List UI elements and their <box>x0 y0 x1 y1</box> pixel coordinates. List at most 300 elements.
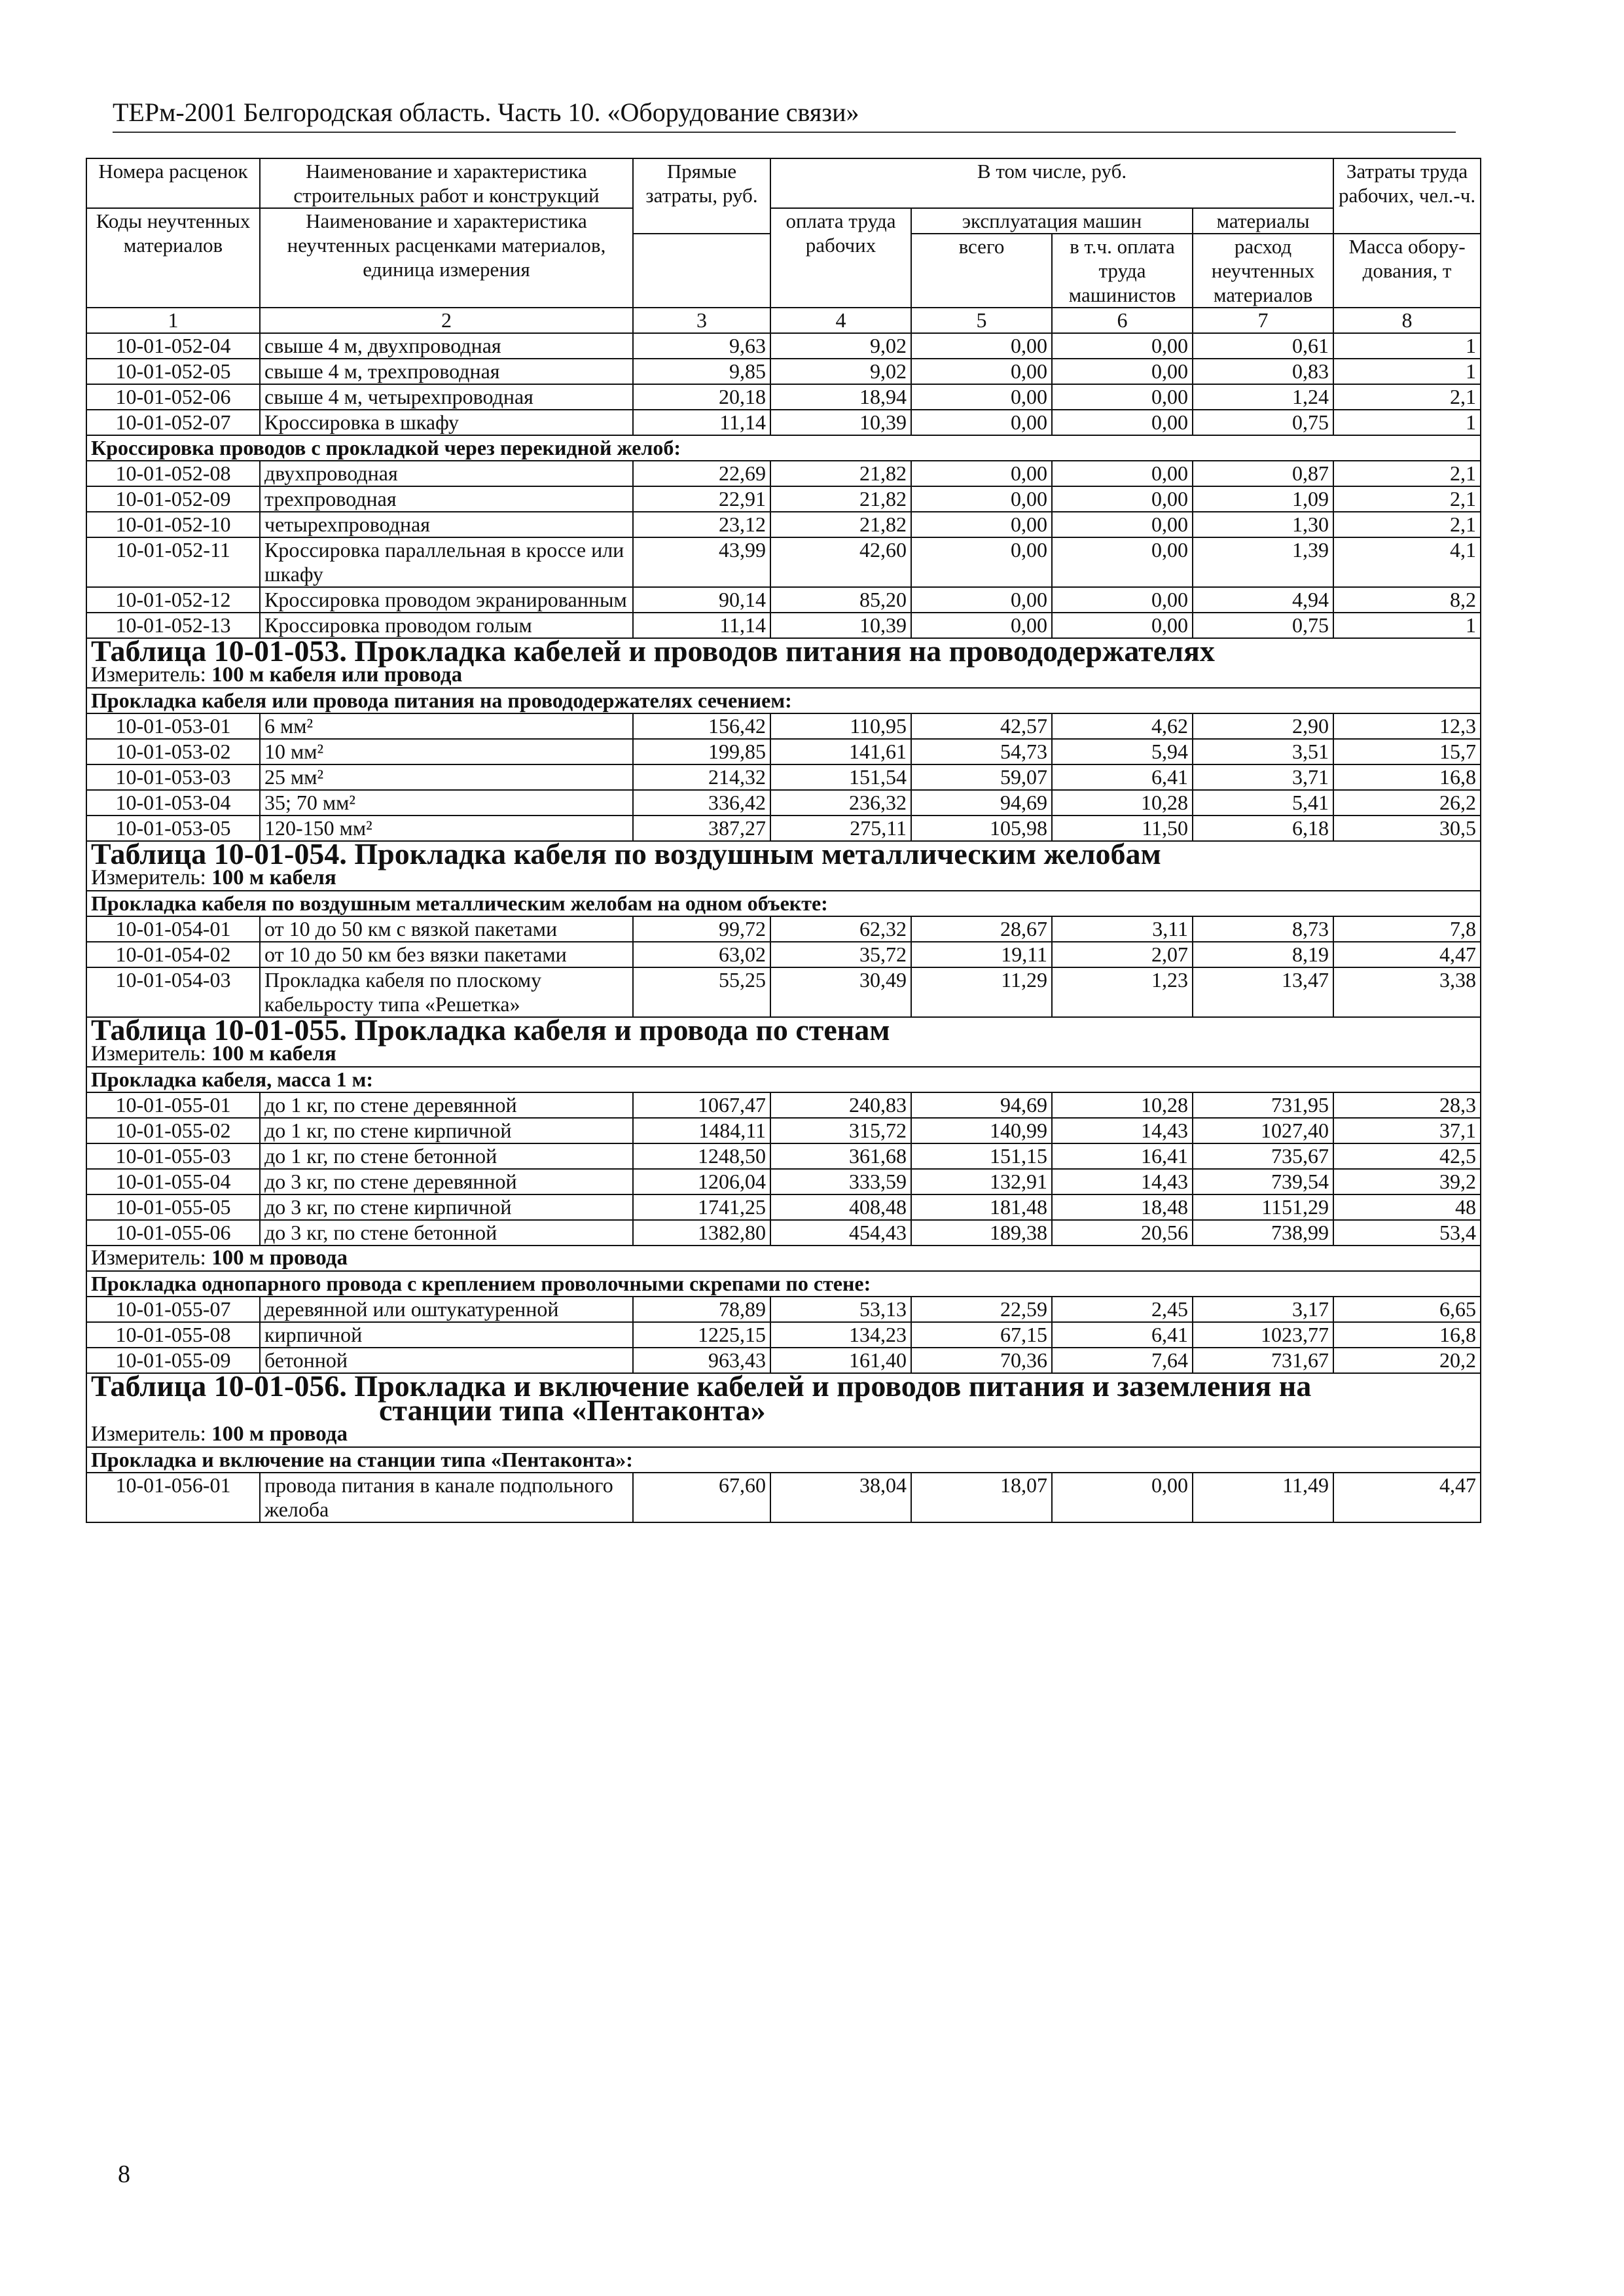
table-row <box>86 967 1481 1017</box>
direct-cost: 336,42 <box>633 790 770 816</box>
direct-cost: 1248,50 <box>633 1143 770 1169</box>
machine-cost: 94,69 <box>911 1092 1052 1118</box>
rate-code: 10-01-054-03 <box>86 967 260 1017</box>
table-row <box>86 1297 1481 1322</box>
rate-code: 10-01-055-07 <box>86 1297 260 1322</box>
rate-name: трехпроводная <box>260 486 633 512</box>
section-title-row <box>86 1017 1481 1042</box>
machinist-cost: 0,00 <box>1052 410 1193 435</box>
rate-name: до 1 кг, по стене кирпичной <box>260 1118 633 1143</box>
group-subheader: Прокладка кабеля, масса 1 м: <box>86 1067 1481 1092</box>
rate-name: от 10 до 50 км без вязки пакетами <box>260 942 633 967</box>
rate-code: 10-01-056-01 <box>86 1473 260 1522</box>
header-col3-spacer <box>633 234 770 308</box>
rate-name: до 3 кг, по стене кирпичной <box>260 1194 633 1220</box>
rate-code: 10-01-052-10 <box>86 512 260 537</box>
labor-cost: 35,72 <box>770 942 911 967</box>
machine-cost: 42,57 <box>911 713 1052 739</box>
material-cost: 6,18 <box>1193 816 1333 841</box>
direct-cost: 963,43 <box>633 1348 770 1373</box>
machinist-cost: 4,62 <box>1052 713 1193 739</box>
table-row <box>86 384 1481 410</box>
machine-cost: 67,15 <box>911 1322 1052 1348</box>
rate-name: 120-150 мм² <box>260 816 633 841</box>
machine-cost: 0,00 <box>911 384 1052 410</box>
rate-name: двухпроводная <box>260 461 633 486</box>
rate-code: 10-01-052-11 <box>86 537 260 587</box>
direct-cost: 78,89 <box>633 1297 770 1322</box>
material-cost: 1,30 <box>1193 512 1333 537</box>
rate-name: до 1 кг, по стене деревянной <box>260 1092 633 1118</box>
table-row <box>86 512 1481 537</box>
rate-name: 10 мм² <box>260 739 633 764</box>
meter-value: 100 м кабеля <box>211 866 336 889</box>
material-cost: 8,73 <box>1193 916 1333 942</box>
rate-name: деревянной или оштукатуренной <box>260 1297 633 1322</box>
machinist-cost: 0,00 <box>1052 486 1193 512</box>
subheader-row <box>86 435 1481 461</box>
section-title-row <box>86 841 1481 866</box>
rate-code: 10-01-054-02 <box>86 942 260 967</box>
rate-name: 6 мм² <box>260 713 633 739</box>
machinist-cost: 0,00 <box>1052 537 1193 587</box>
machine-cost: 94,69 <box>911 790 1052 816</box>
direct-cost: 387,27 <box>633 816 770 841</box>
meter <box>86 1422 1481 1447</box>
machine-cost: 18,07 <box>911 1473 1052 1522</box>
labor-hours: 1 <box>1333 613 1481 638</box>
machinist-cost: 10,28 <box>1052 1092 1193 1118</box>
table-row <box>86 410 1481 435</box>
header-col8-bottom: Масса обору-дования, т <box>1333 234 1481 308</box>
machine-cost: 0,00 <box>911 461 1052 486</box>
labor-cost: 408,48 <box>770 1194 911 1220</box>
rate-code: 10-01-055-04 <box>86 1169 260 1194</box>
material-cost: 3,51 <box>1193 739 1333 764</box>
direct-cost: 156,42 <box>633 713 770 739</box>
material-cost: 0,83 <box>1193 359 1333 384</box>
labor-hours: 53,4 <box>1333 1220 1481 1246</box>
machine-cost: 22,59 <box>911 1297 1052 1322</box>
labor-cost: 9,02 <box>770 359 911 384</box>
direct-cost: 1225,15 <box>633 1322 770 1348</box>
material-cost: 8,19 <box>1193 942 1333 967</box>
header-col6: в т.ч. оплата труда машинистов <box>1052 234 1193 308</box>
machine-cost: 105,98 <box>911 816 1052 841</box>
labor-cost: 110,95 <box>770 713 911 739</box>
material-cost: 0,61 <box>1193 333 1333 359</box>
labor-cost: 38,04 <box>770 1473 911 1522</box>
machinist-cost: 0,00 <box>1052 333 1193 359</box>
machinist-cost: 7,64 <box>1052 1348 1193 1373</box>
machinist-cost: 2,07 <box>1052 942 1193 967</box>
material-cost: 731,95 <box>1193 1092 1333 1118</box>
header-col3: Прямые затраты, руб. <box>633 158 770 234</box>
labor-hours: 2,1 <box>1333 461 1481 486</box>
machinist-cost: 14,43 <box>1052 1169 1193 1194</box>
material-cost: 0,75 <box>1193 613 1333 638</box>
machine-cost: 0,00 <box>911 587 1052 613</box>
direct-cost: 1382,80 <box>633 1220 770 1246</box>
table-row <box>86 1118 1481 1143</box>
labor-cost: 30,49 <box>770 967 911 1017</box>
rate-name: от 10 до 50 км с вязкой пакетами <box>260 916 633 942</box>
rate-name: до 3 кг, по стене деревянной <box>260 1169 633 1194</box>
direct-cost: 1206,04 <box>633 1169 770 1194</box>
direct-cost: 43,99 <box>633 537 770 587</box>
direct-cost: 1067,47 <box>633 1092 770 1118</box>
labor-hours: 26,2 <box>1333 790 1481 816</box>
meter-label: Измеритель: <box>91 1042 206 1066</box>
machinist-cost: 0,00 <box>1052 384 1193 410</box>
labor-hours: 1 <box>1333 410 1481 435</box>
rate-code: 10-01-053-01 <box>86 713 260 739</box>
section-title-row <box>86 1373 1481 1422</box>
section-title-text-cont: станции типа «Пентаконта» <box>379 1393 766 1427</box>
labor-cost: 53,13 <box>770 1297 911 1322</box>
table-row <box>86 359 1481 384</box>
table-row <box>86 713 1481 739</box>
meter-value: 100 м провода <box>211 1422 348 1446</box>
header-col4: оплата труда рабочих <box>770 208 911 308</box>
group-subheader: Кроссировка проводов с прокладкой через перекидной желоб: <box>86 435 1481 461</box>
labor-cost: 134,23 <box>770 1322 911 1348</box>
table-row <box>86 1169 1481 1194</box>
rate-name: 25 мм² <box>260 764 633 790</box>
rate-code: 10-01-053-05 <box>86 816 260 841</box>
meter-value: 100 м кабеля или провода <box>211 663 463 687</box>
material-cost: 1,09 <box>1193 486 1333 512</box>
labor-cost: 240,83 <box>770 1092 911 1118</box>
machine-cost: 0,00 <box>911 359 1052 384</box>
machine-cost: 0,00 <box>911 537 1052 587</box>
labor-cost: 21,82 <box>770 512 911 537</box>
rate-name: свыше 4 м, двухпроводная <box>260 333 633 359</box>
rate-code: 10-01-052-13 <box>86 613 260 638</box>
labor-hours: 15,7 <box>1333 739 1481 764</box>
rate-name: до 3 кг, по стене бетонной <box>260 1220 633 1246</box>
section-title <box>86 837 1481 870</box>
direct-cost: 9,63 <box>633 333 770 359</box>
group-subheader: Прокладка и включение на станции типа «Пентаконта»: <box>86 1447 1481 1473</box>
header-col7: расход неучтенных материалов <box>1193 234 1333 308</box>
table-row <box>86 1322 1481 1348</box>
machinist-cost: 6,41 <box>1052 764 1193 790</box>
table-row <box>86 1194 1481 1220</box>
labor-hours: 6,65 <box>1333 1297 1481 1322</box>
labor-hours: 7,8 <box>1333 916 1481 942</box>
section-title-text: Таблица 10-01-055. Прокладка кабеля и провода по стенам <box>91 1013 890 1047</box>
header-col2-bottom: Наименование и характеристика неучтенных расценками материалов, единица измерения <box>260 208 633 308</box>
section-title-text: Таблица 10-01-054. Прокладка кабеля по воздушным металлическим желобам <box>91 837 1161 870</box>
table-row <box>86 587 1481 613</box>
meter-label: Измеритель: <box>91 663 206 687</box>
col-number: 8 <box>1333 308 1481 333</box>
meter-row <box>86 1246 1481 1271</box>
machine-cost: 70,36 <box>911 1348 1052 1373</box>
rate-code: 10-01-055-08 <box>86 1322 260 1348</box>
machinist-cost: 1,23 <box>1052 967 1193 1017</box>
meter-label: Измеритель: <box>91 1246 206 1270</box>
machinist-cost: 0,00 <box>1052 1473 1193 1522</box>
labor-cost: 141,61 <box>770 739 911 764</box>
group-subheader: Прокладка кабеля по воздушным металлическим желобам на одном объекте: <box>86 891 1481 916</box>
labor-hours: 12,3 <box>1333 713 1481 739</box>
col-number: 5 <box>911 308 1052 333</box>
rate-name: бетонной <box>260 1348 633 1373</box>
rate-code: 10-01-055-05 <box>86 1194 260 1220</box>
machine-cost: 132,91 <box>911 1169 1052 1194</box>
machine-cost: 54,73 <box>911 739 1052 764</box>
rate-code: 10-01-055-01 <box>86 1092 260 1118</box>
material-cost: 0,87 <box>1193 461 1333 486</box>
meter-value: 100 м кабеля <box>211 1042 336 1066</box>
rate-code: 10-01-052-12 <box>86 587 260 613</box>
material-cost: 13,47 <box>1193 967 1333 1017</box>
header-col5: всего <box>911 234 1052 308</box>
table-row <box>86 1143 1481 1169</box>
labor-hours: 30,5 <box>1333 816 1481 841</box>
meter-value: 100 м провода <box>211 1246 348 1270</box>
col-number: 7 <box>1193 308 1333 333</box>
material-cost: 739,54 <box>1193 1169 1333 1194</box>
rate-code: 10-01-053-04 <box>86 790 260 816</box>
table-row <box>86 739 1481 764</box>
labor-hours: 16,8 <box>1333 764 1481 790</box>
direct-cost: 11,14 <box>633 613 770 638</box>
rate-code: 10-01-052-09 <box>86 486 260 512</box>
labor-hours: 1 <box>1333 333 1481 359</box>
subheader-row <box>86 1447 1481 1473</box>
direct-cost: 23,12 <box>633 512 770 537</box>
rate-code: 10-01-054-01 <box>86 916 260 942</box>
rate-code: 10-01-055-09 <box>86 1348 260 1373</box>
table-row <box>86 942 1481 967</box>
machinist-cost: 20,56 <box>1052 1220 1193 1246</box>
labor-hours: 37,1 <box>1333 1118 1481 1143</box>
table-row <box>86 764 1481 790</box>
material-cost: 0,75 <box>1193 410 1333 435</box>
labor-cost: 9,02 <box>770 333 911 359</box>
section-title-row <box>86 638 1481 663</box>
header-group-materials: материалы <box>1193 208 1333 234</box>
col-number: 2 <box>260 308 633 333</box>
machine-cost: 0,00 <box>911 486 1052 512</box>
labor-hours: 1 <box>1333 359 1481 384</box>
header-col8-top: Затраты труда рабочих, чел.-ч. <box>1333 158 1481 234</box>
direct-cost: 63,02 <box>633 942 770 967</box>
machine-cost: 189,38 <box>911 1220 1052 1246</box>
table-row <box>86 486 1481 512</box>
machine-cost: 28,67 <box>911 916 1052 942</box>
labor-hours: 3,38 <box>1333 967 1481 1017</box>
machinist-cost: 0,00 <box>1052 359 1193 384</box>
machine-cost: 11,29 <box>911 967 1052 1017</box>
rate-code: 10-01-052-07 <box>86 410 260 435</box>
table-row <box>86 461 1481 486</box>
material-cost: 731,67 <box>1193 1348 1333 1373</box>
direct-cost: 99,72 <box>633 916 770 942</box>
machinist-cost: 3,11 <box>1052 916 1193 942</box>
direct-cost: 214,32 <box>633 764 770 790</box>
section-title <box>86 634 1481 668</box>
rate-name: Кроссировка проводом голым <box>260 613 633 638</box>
labor-cost: 42,60 <box>770 537 911 587</box>
machine-cost: 0,00 <box>911 512 1052 537</box>
direct-cost: 9,85 <box>633 359 770 384</box>
labor-hours: 2,1 <box>1333 384 1481 410</box>
direct-cost: 22,91 <box>633 486 770 512</box>
page-header: ТЕРм-2001 Белгородская область. Часть 10. «Оборудование связи» <box>113 97 1456 133</box>
meter-row <box>86 1422 1481 1447</box>
labor-cost: 21,82 <box>770 461 911 486</box>
rates-table <box>86 158 1481 1523</box>
material-cost: 11,49 <box>1193 1473 1333 1522</box>
labor-cost: 62,32 <box>770 916 911 942</box>
rate-code: 10-01-053-03 <box>86 764 260 790</box>
direct-cost: 1484,11 <box>633 1118 770 1143</box>
rate-code: 10-01-053-02 <box>86 739 260 764</box>
labor-hours: 4,47 <box>1333 942 1481 967</box>
direct-cost: 90,14 <box>633 587 770 613</box>
material-cost: 1023,77 <box>1193 1322 1333 1348</box>
header-col1-top: Номера расценок <box>86 158 260 208</box>
machinist-cost: 18,48 <box>1052 1194 1193 1220</box>
table-row <box>86 333 1481 359</box>
meter <box>86 1246 1481 1271</box>
page-number: 8 <box>118 2161 130 2188</box>
header-row-1 <box>86 158 1481 208</box>
labor-hours: 20,2 <box>1333 1348 1481 1373</box>
col-number: 1 <box>86 308 260 333</box>
labor-hours: 16,8 <box>1333 1322 1481 1348</box>
material-cost: 1,39 <box>1193 537 1333 587</box>
machinist-cost: 14,43 <box>1052 1118 1193 1143</box>
rate-code: 10-01-052-08 <box>86 461 260 486</box>
material-cost: 3,71 <box>1193 764 1333 790</box>
header-col1-bottom: Коды неучтенных материалов <box>86 208 260 308</box>
machinist-cost: 0,00 <box>1052 512 1193 537</box>
machinist-cost: 10,28 <box>1052 790 1193 816</box>
labor-cost: 236,32 <box>770 790 911 816</box>
meter-label: Измеритель: <box>91 1422 206 1446</box>
labor-cost: 361,68 <box>770 1143 911 1169</box>
rate-name: кирпичной <box>260 1322 633 1348</box>
direct-cost: 199,85 <box>633 739 770 764</box>
machinist-cost: 16,41 <box>1052 1143 1193 1169</box>
section-title-text: Таблица 10-01-056. Прокладка и включение кабелей и проводов питания и заземления на <box>91 1369 1312 1403</box>
rate-code: 10-01-055-06 <box>86 1220 260 1246</box>
rate-name: Кроссировка в шкафу <box>260 410 633 435</box>
group-subheader: Прокладка однопарного провода с креплением проволочными скрепами по стене: <box>86 1271 1481 1297</box>
table-row <box>86 1092 1481 1118</box>
labor-cost: 85,20 <box>770 587 911 613</box>
rate-name: четырехпроводная <box>260 512 633 537</box>
labor-hours: 42,5 <box>1333 1143 1481 1169</box>
direct-cost: 22,69 <box>633 461 770 486</box>
machine-cost: 0,00 <box>911 410 1052 435</box>
header-group-incl: В том числе, руб. <box>770 158 1333 208</box>
machinist-cost: 5,94 <box>1052 739 1193 764</box>
machine-cost: 19,11 <box>911 942 1052 967</box>
rate-code: 10-01-052-05 <box>86 359 260 384</box>
table-row <box>86 916 1481 942</box>
labor-hours: 48 <box>1333 1194 1481 1220</box>
material-cost: 5,41 <box>1193 790 1333 816</box>
table-row <box>86 1473 1481 1522</box>
labor-cost: 275,11 <box>770 816 911 841</box>
direct-cost: 67,60 <box>633 1473 770 1522</box>
labor-cost: 454,43 <box>770 1220 911 1246</box>
subheader-row <box>86 688 1481 713</box>
rate-name: Кроссировка проводом экранированным <box>260 587 633 613</box>
col-number: 4 <box>770 308 911 333</box>
rate-name: до 1 кг, по стене бетонной <box>260 1143 633 1169</box>
labor-hours: 2,1 <box>1333 512 1481 537</box>
table-row <box>86 790 1481 816</box>
labor-cost: 18,94 <box>770 384 911 410</box>
rate-code: 10-01-052-04 <box>86 333 260 359</box>
direct-cost: 1741,25 <box>633 1194 770 1220</box>
rate-name: Прокладка кабеля по плоскому кабельросту типа «Решетка» <box>260 967 633 1017</box>
labor-hours: 39,2 <box>1333 1169 1481 1194</box>
group-subheader: Прокладка кабеля или провода питания на провододержателях сечением: <box>86 688 1481 713</box>
rate-name: свыше 4 м, четырехпроводная <box>260 384 633 410</box>
rate-name: провода питания в канале подпольного желоба <box>260 1473 633 1522</box>
labor-hours: 8,2 <box>1333 587 1481 613</box>
material-cost: 738,99 <box>1193 1220 1333 1246</box>
subheader-row <box>86 891 1481 916</box>
machine-cost: 181,48 <box>911 1194 1052 1220</box>
column-number-row <box>86 308 1481 333</box>
table-row <box>86 1220 1481 1246</box>
machinist-cost: 0,00 <box>1052 587 1193 613</box>
rate-code: 10-01-052-06 <box>86 384 260 410</box>
labor-cost: 161,40 <box>770 1348 911 1373</box>
machine-cost: 140,99 <box>911 1118 1052 1143</box>
machine-cost: 0,00 <box>911 333 1052 359</box>
material-cost: 4,94 <box>1193 587 1333 613</box>
machine-cost: 0,00 <box>911 613 1052 638</box>
rate-name: Кроссировка параллельная в кроссе или шкафу <box>260 537 633 587</box>
header-group-machines: эксплуатация машин <box>911 208 1193 234</box>
machinist-cost: 2,45 <box>1052 1297 1193 1322</box>
direct-cost: 55,25 <box>633 967 770 1017</box>
material-cost: 1027,40 <box>1193 1118 1333 1143</box>
labor-cost: 315,72 <box>770 1118 911 1143</box>
rate-code: 10-01-055-03 <box>86 1143 260 1169</box>
meter-label: Измеритель: <box>91 866 206 889</box>
labor-hours: 4,1 <box>1333 537 1481 587</box>
col-number: 3 <box>633 308 770 333</box>
material-cost: 1,24 <box>1193 384 1333 410</box>
material-cost: 3,17 <box>1193 1297 1333 1322</box>
machinist-cost: 6,41 <box>1052 1322 1193 1348</box>
machinist-cost: 0,00 <box>1052 613 1193 638</box>
subheader-row <box>86 1271 1481 1297</box>
labor-hours: 2,1 <box>1333 486 1481 512</box>
machine-cost: 59,07 <box>911 764 1052 790</box>
section-title <box>86 1369 1481 1427</box>
section-title <box>86 1013 1481 1047</box>
machinist-cost: 0,00 <box>1052 461 1193 486</box>
machine-cost: 151,15 <box>911 1143 1052 1169</box>
direct-cost: 11,14 <box>633 410 770 435</box>
material-cost: 1151,29 <box>1193 1194 1333 1220</box>
material-cost: 735,67 <box>1193 1143 1333 1169</box>
labor-hours: 4,47 <box>1333 1473 1481 1522</box>
labor-hours: 28,3 <box>1333 1092 1481 1118</box>
